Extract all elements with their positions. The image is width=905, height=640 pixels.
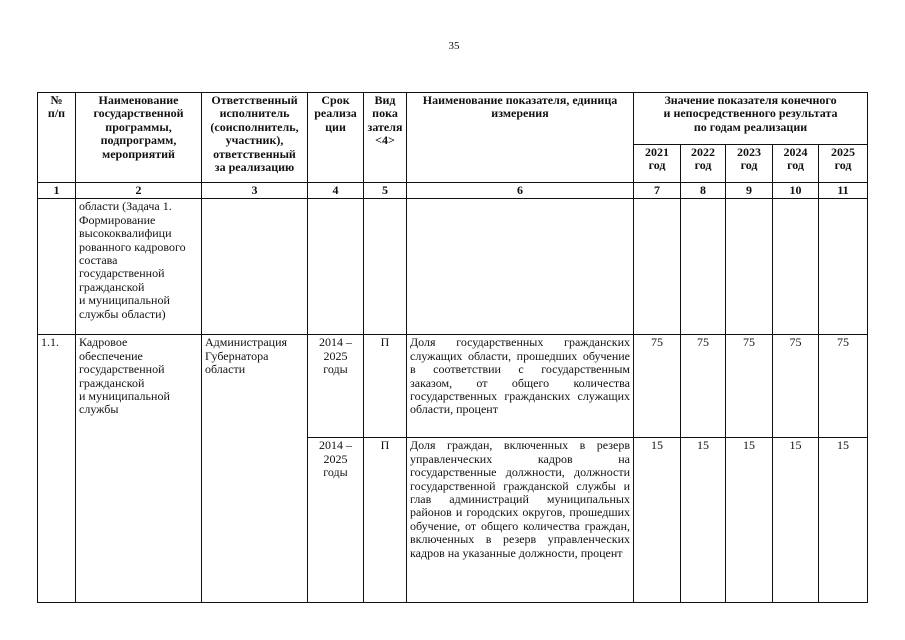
header-year-2021: 2021 год	[634, 145, 681, 183]
header-indicator-name: Наименование показателя, единица измерения	[407, 93, 634, 183]
item-number: 1.1.	[38, 335, 76, 603]
page-number: 35	[448, 40, 460, 52]
table-row	[38, 335, 868, 438]
header-year-2023: 2023 год	[726, 145, 773, 183]
empty-cell	[773, 199, 819, 335]
column-number: 10	[773, 183, 819, 199]
item-name: Кадровое обеспечение государственной гражданской и муниципальной службы	[76, 335, 202, 603]
header-executor: Ответственный исполнитель (соисполнитель, участник), ответственный за реализацию	[202, 93, 308, 183]
column-number: 3	[202, 183, 308, 199]
empty-cell	[38, 199, 76, 335]
column-number: 7	[634, 183, 681, 199]
table-row	[38, 199, 868, 335]
header-num: № п/п	[38, 93, 76, 183]
item-executor: Администрация Губернатора области	[202, 335, 308, 603]
continuation-text: области (Задача 1. Формирование высококвалифици рованного кадрового состава государственной гражданской и муниципальной службы области)	[76, 199, 202, 335]
indicator-value-2025: 75	[819, 335, 868, 438]
indicator-value-2021: 75	[634, 335, 681, 438]
header-values-group: Значение показателя конечного и непосредственного результата по годам реализации	[634, 93, 868, 145]
column-number: 9	[726, 183, 773, 199]
empty-cell	[308, 199, 364, 335]
indicator-value-2022: 75	[681, 335, 726, 438]
empty-cell	[819, 199, 868, 335]
empty-cell	[202, 199, 308, 335]
column-number: 8	[681, 183, 726, 199]
column-number: 11	[819, 183, 868, 199]
empty-cell	[634, 199, 681, 335]
empty-cell	[681, 199, 726, 335]
empty-cell	[407, 199, 634, 335]
column-number: 4	[308, 183, 364, 199]
column-number: 5	[364, 183, 407, 199]
empty-cell	[364, 199, 407, 335]
indicator-value-2024: 75	[773, 335, 819, 438]
indicators-table	[37, 92, 868, 603]
column-number: 2	[76, 183, 202, 199]
indicator-description: Доля государственных гражданских служащих области, прошедших обучение в соответствии с государственным заказом, от общего количества государственных гражданских служащих области, процент	[407, 335, 634, 438]
indicator-description: Доля граждан, включенных в резерв управленческих кадров на государственные должности, должности государственной гражданской службы и глав администраций муниципальных районов и городских округов, прошедших обучение, от общего количества граждан, включенных в резерв управленческих кадров на указанные должности, процент	[407, 438, 634, 603]
header-year-2024: 2024 год	[773, 145, 819, 183]
indicator-value-2023: 15	[726, 438, 773, 603]
indicator-value-2021: 15	[634, 438, 681, 603]
header-program-name: Наименование государственной программы, подпрограмм, мероприятий	[76, 93, 202, 183]
indicator-value-2022: 15	[681, 438, 726, 603]
indicator-term: 2014 – 2025 годы	[308, 438, 364, 603]
header-indicator-type: Вид пока зателя <4>	[364, 93, 407, 183]
indicator-term: 2014 – 2025 годы	[308, 335, 364, 438]
empty-cell	[726, 199, 773, 335]
indicator-value-2023: 75	[726, 335, 773, 438]
header-term: Срок реализа ции	[308, 93, 364, 183]
column-number: 6	[407, 183, 634, 199]
indicator-type: П	[364, 335, 407, 438]
column-number: 1	[38, 183, 76, 199]
indicator-value-2024: 15	[773, 438, 819, 603]
header-year-2025: 2025 год	[819, 145, 868, 183]
indicator-value-2025: 15	[819, 438, 868, 603]
header-year-2022: 2022 год	[681, 145, 726, 183]
indicator-type: П	[364, 438, 407, 603]
